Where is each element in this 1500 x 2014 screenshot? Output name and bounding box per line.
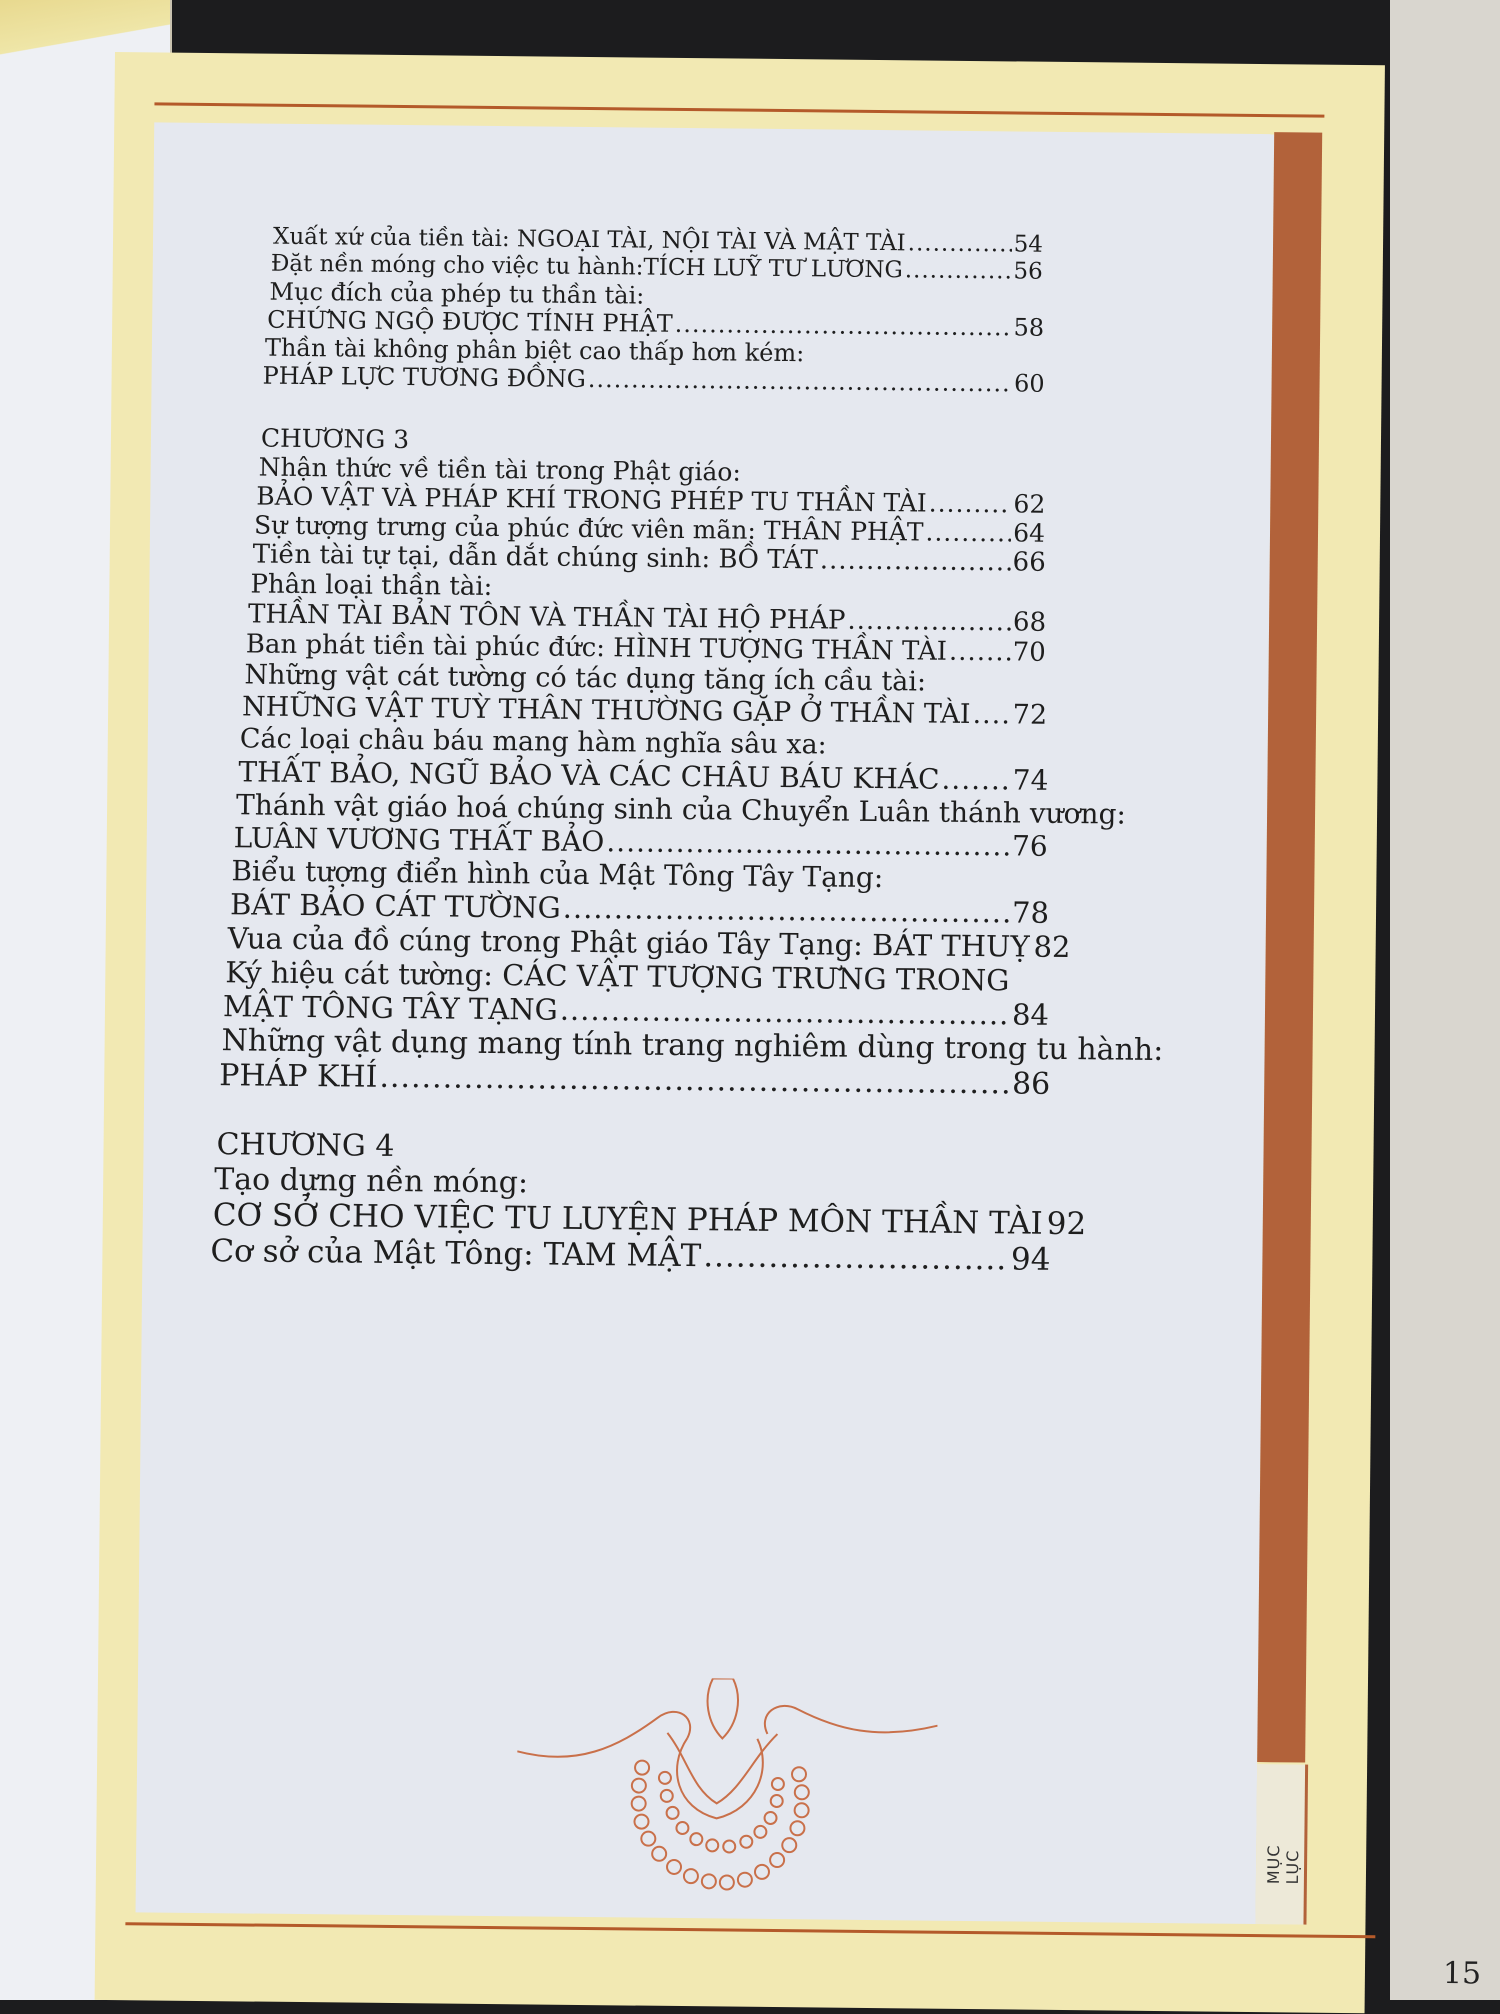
book-page bbox=[95, 52, 1385, 2013]
toc-page-number: 56 bbox=[1013, 258, 1043, 285]
toc-subtitle: Thánh vật giáo hoá chúng sinh của Chuyển Luân thánh vương: bbox=[236, 788, 1277, 832]
toc-subtitle: Biểu tượng điển hình của Mật Tông Tây Tạng: bbox=[231, 854, 1276, 898]
toc-entry-title: THẤT BẢO, NGŨ BẢO VÀ CÁC CHÂU BÁU KHÁC bbox=[238, 755, 939, 795]
toc-leader-dots bbox=[675, 310, 1012, 342]
toc-page-number: 58 bbox=[1013, 313, 1044, 341]
toc-entry-title: CHỨNG NGỘ ĐƯỢC TÍNH PHẬT bbox=[267, 306, 673, 338]
background-surface bbox=[1390, 0, 1500, 2000]
side-tab-label: MỤC LỤC bbox=[1264, 1844, 1302, 1884]
toc-subtitle: Những vật cát tường có tác dụng tăng ích cầu tài: bbox=[244, 659, 1278, 702]
toc-page-number: 86 bbox=[1012, 1066, 1051, 1101]
toc-page-number: 68 bbox=[1013, 607, 1046, 637]
toc-leader-dots bbox=[379, 1060, 1010, 1102]
top-rule bbox=[154, 102, 1324, 117]
toc-entry-title: MẬT TÔNG TÂY TẠNG bbox=[223, 989, 558, 1027]
toc-leader-dots bbox=[929, 489, 1012, 519]
toc-entry-title: Đặt nền móng cho việc tu hành:TÍCH LUỸ TƯ LƯƠNG bbox=[271, 251, 903, 285]
toc-page-number: 54 bbox=[1014, 231, 1044, 258]
toc-leader-dots bbox=[563, 891, 1011, 930]
toc-leader-dots bbox=[925, 518, 1011, 548]
toc-page-number: 62 bbox=[1013, 489, 1045, 518]
toc-entry-title: CƠ SỞ CHO VIỆC TU LUYỆN PHÁP MÔN THẦN TÀI bbox=[213, 1197, 1043, 1242]
toc-leader-dots bbox=[560, 993, 1011, 1032]
toc-entry-title: Tiền tài tự tại, dẫn dắt chúng sinh: BỒ TÁT bbox=[253, 539, 818, 575]
toc-entry-title: Ban phát tiền tài phúc đức: HÌNH TƯỢNG THẦN TÀI bbox=[246, 629, 947, 666]
toc-page-number: 92 bbox=[1047, 1206, 1087, 1242]
toc-entry-title: BẢO VẬT VÀ PHÁP KHÍ TRONG PHÉP TU THẦN TÀI bbox=[256, 482, 927, 518]
toc-page-number: 60 bbox=[1014, 369, 1045, 397]
toc-entry-title: LUÂN VƯƠNG THẤT BẢO bbox=[234, 821, 605, 858]
toc-entry-title: NHỮNG VẬT TUỲ THÂN THƯỜNG GẶP Ở THẦN TÀI bbox=[242, 691, 971, 731]
toc-leader-dots bbox=[820, 545, 1011, 577]
toc-subtitle: Tạo dựng nền móng: bbox=[214, 1162, 1273, 1208]
mudra-ornament-icon bbox=[516, 1676, 938, 1900]
toc-entry-title: PHÁP LỰC TƯƠNG ĐỒNG bbox=[262, 362, 586, 393]
toc-leader-dots bbox=[847, 606, 1011, 638]
toc-entry-title: BÁT BẢO CÁT TƯỜNG bbox=[230, 887, 561, 924]
toc-leader-dots bbox=[949, 637, 1011, 668]
table-of-contents bbox=[262, 224, 1283, 1281]
toc-page-number: 70 bbox=[1013, 637, 1046, 667]
toc-entry-title: Sự tượng trưng của phúc đức viên mãn: THÂN PHẬT bbox=[254, 510, 924, 546]
toc-page-number: 94 bbox=[1011, 1241, 1051, 1277]
toc-page-number: 66 bbox=[1012, 547, 1045, 577]
toc-entry-title: THẦN TÀI BẢN TÔN VÀ THẦN TÀI HỘ PHÁP bbox=[248, 599, 846, 635]
toc-page-number: 74 bbox=[1013, 763, 1049, 796]
toc-subtitle: Mục đích của phép tu thần tài: bbox=[269, 278, 1282, 317]
toc-subtitle: Ký hiệu cát tường: CÁC VẬT TƯỢNG TRƯNG TRONG bbox=[225, 955, 1275, 1000]
toc-entry-title: Cơ sở của Mật Tông: TAM MẬT bbox=[210, 1233, 701, 1274]
toc-leader-dots bbox=[703, 1238, 1009, 1277]
page-number: 15 bbox=[1443, 1956, 1482, 1991]
toc-leader-dots bbox=[972, 699, 1011, 731]
toc-subtitle: Các loại châu báu mang hàm nghĩa sâu xa: bbox=[240, 723, 1278, 766]
toc-entry bbox=[219, 1058, 1050, 1102]
toc-entry-title: PHÁP KHÍ bbox=[219, 1058, 378, 1095]
toc-subtitle: Thần tài không phân biệt cao thấp hơn kém: bbox=[265, 334, 1282, 373]
toc-page-number: 64 bbox=[1013, 518, 1045, 547]
toc-leader-dots bbox=[908, 230, 1012, 258]
toc-page-number: 72 bbox=[1013, 699, 1048, 731]
toc-page-number: 82 bbox=[1033, 930, 1070, 964]
toc-entry-title: Xuất xứ của tiền tài: NGOẠI TÀI, NỘI TÀI VÀ MẬT TÀI bbox=[273, 224, 906, 258]
toc-subtitle: Phân loại thần tài: bbox=[250, 569, 1279, 610]
toc-leader-dots bbox=[905, 257, 1012, 285]
toc-leader-dots bbox=[941, 763, 1011, 797]
toc-leader-dots bbox=[588, 365, 1012, 397]
toc-entry-title: Vua của đồ cúng trong Phật giáo Tây Tạng: BÁT THUỴ bbox=[228, 921, 1030, 963]
chapter-heading: CHƯƠNG 4 bbox=[216, 1127, 1273, 1173]
toc-subtitle: Những vật dụng mang tính trang nghiêm dùng trong tu hành: bbox=[221, 1023, 1274, 1069]
bottom-rule bbox=[125, 1922, 1375, 1938]
toc-page-number: 84 bbox=[1012, 997, 1049, 1031]
toc-leader-dots bbox=[606, 825, 1010, 862]
toc-page-number: 78 bbox=[1012, 895, 1049, 929]
toc-subtitle: Nhận thức về tiền tài trong Phật giáo: bbox=[259, 453, 1281, 493]
chapter-heading: CHƯƠNG 3 bbox=[261, 424, 1281, 464]
side-tab bbox=[1255, 1764, 1308, 1925]
toc-page-number: 76 bbox=[1012, 829, 1048, 862]
